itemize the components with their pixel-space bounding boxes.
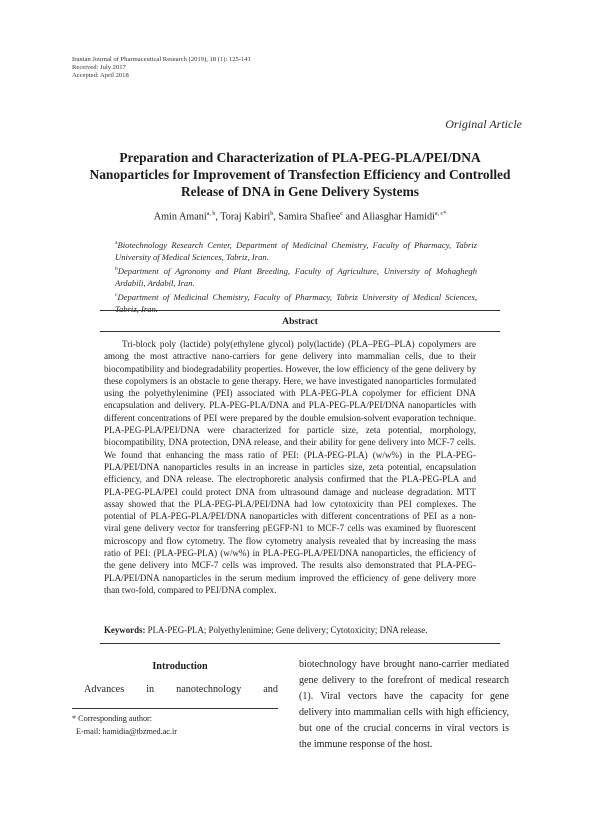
received-date: Received: July 2017: [72, 64, 126, 72]
abstract-top-rule: [100, 310, 500, 311]
introduction-right-column: biotechnology have brought nano-carrier mediated gene delivery to the forefront of medical research (1). Viral vectors have the capacity for gene delivery into mammalian cells with high efficiency, but one of the crucial concerns in viral vectors is the immune response of the host.: [299, 659, 509, 751]
corresponding-email: E-mail: hamidia@tbzmed.ac.ir: [76, 727, 177, 736]
journal-citation: Iranian Journal of Pharmaceutical Research (2019), 18 (1): 125-141: [72, 56, 251, 63]
introduction-heading: Introduction: [152, 661, 208, 672]
author: Toraj Kabiri: [220, 211, 271, 223]
abstract-heading-rule: [100, 331, 500, 332]
keywords: [104, 624, 476, 636]
author-sup: b: [270, 211, 274, 217]
author: Samira Shafiee: [278, 211, 341, 223]
author: Amin Amani: [153, 211, 207, 223]
abstract-text: Tri-block poly (lactide) poly(ethylene glycol) poly(lactide) (PLA–PEG–PLA) copolymers are among the most attractive nano-carriers for gene delivery into mammalian cells, due to their biocompatibility and biodegradability properties. However, the low efficiency of the gene delivery by these copolymers is an obstacle to gene therapy. Here, we have investigated nanoparticles formulated using the polyethylenimine (PEI) associated with PLA-PEG-PLA copolymer for efficient DNA encapsulation and delivery. PLA-PEG-PLA/DNA and PLA-PEG-PLA/PEI/DNA nanoparticles with different concentrations of PEI were prepared by the double emulsion-solvent evaporation technique. PLA-PEG-PLA/PEI/DNA were characterized for particle size, zeta potential, morphology, biocompatibility, DNA protection, DNA release, and their ability for gene delivery into MCF-7 cells. We found that enhancing the mass ratio of PEI: (PLA-PEG-PLA) (w/w%) in the PLA-PEG-PLA/PEI/DNA nanoparticles results in an increase in particles size, zeta potential, encapsulation efficiency, and DNA release. The electrophoretic analysis confirmed that the PLA-PEG-PLA and PLA-PEG-PLA/PEI could protect DNA from ultrasound damage and nuclease degradation. MTT assay showed that the PLA-PEG-PLA/PEI/DNA had low cytotoxicity than PEI complexes. The potential of PLA-PEG-PLA/PEI/DNA nanoparticles with different concentrations of PEI as a non-viral gene delivery vector for transferring pEGFP-N1 to MCF-7 cells was examined by fluorescent microscopy and flow cytometry. The flow cytometry analysis revealed that by increasing the mass ratio of PEI: (PLA-PEG-PLA) (w/w%) in PLA-PEG-PLA/PEI/DNA nanoparticles, the efficiency of the gene delivery into MCF-7 cells was improved. The results also demonstrated that PLA-PEG-PLA/PEI/DNA nanoparticles in the serum medium improved the efficiency of gene delivery more than two-fold, compared to PEI/DNA complex.: [104, 339, 476, 595]
keywords-label: Keywords:: [104, 625, 146, 635]
author-sup: c: [340, 211, 343, 217]
journal-header: [72, 56, 251, 81]
footnote-rule: [72, 708, 278, 709]
corresponding-author: * Corresponding author:: [72, 714, 153, 723]
author-sup: a, c*: [434, 211, 447, 217]
accepted-date: Accepted: April 2018: [72, 72, 129, 80]
abstract-bottom-rule: [100, 643, 500, 644]
affiliation: $^c$Department of Medicinal Chemistry, Faculty of Pharmacy, Tabriz University of Medical Sciences, Tabriz, Iran.: [115, 291, 477, 314]
affiliations: [115, 237, 477, 315]
keywords-list: PLA-PEG-PLA; Polyethylenimine; Gene delivery; Cytotoxicity; DNA release.: [147, 625, 428, 635]
introduction-first-line: Advances in nanotechnology and: [84, 684, 278, 695]
paper-title: Preparation and Characterization of PLA-PEG-PLA/PEI/DNA Nanoparticles for Improvement of Transfection Efficiency and Controlled Release of DNA in Gene Delivery Systems: [89, 150, 511, 199]
author: Aliasghar Hamidi: [362, 211, 435, 223]
footnote: [72, 712, 177, 738]
affiliation: $^a$Biotechnology Research Center, Department of Medicinal Chemistry, Faculty of Pharmacy, Tabriz University of Medical Sciences, Tabriz, Iran.: [115, 239, 477, 262]
article-type: Original Article: [445, 117, 522, 131]
author-sup: a, b: [206, 211, 216, 217]
abstract-heading: Abstract: [282, 316, 318, 327]
affiliation: $^b$Department of Agronomy and Plant Breeding, Faculty of Agriculture, University of Mohaghegh Ardabili, Ardabil, Iran.: [115, 265, 477, 288]
author-list: Amin Amani$^{a, b}$, Toraj Kabiri$^b$, Samira Shafiee$^c$ and Aliasghar Hamidi$^{a, c*}$: [153, 211, 447, 223]
